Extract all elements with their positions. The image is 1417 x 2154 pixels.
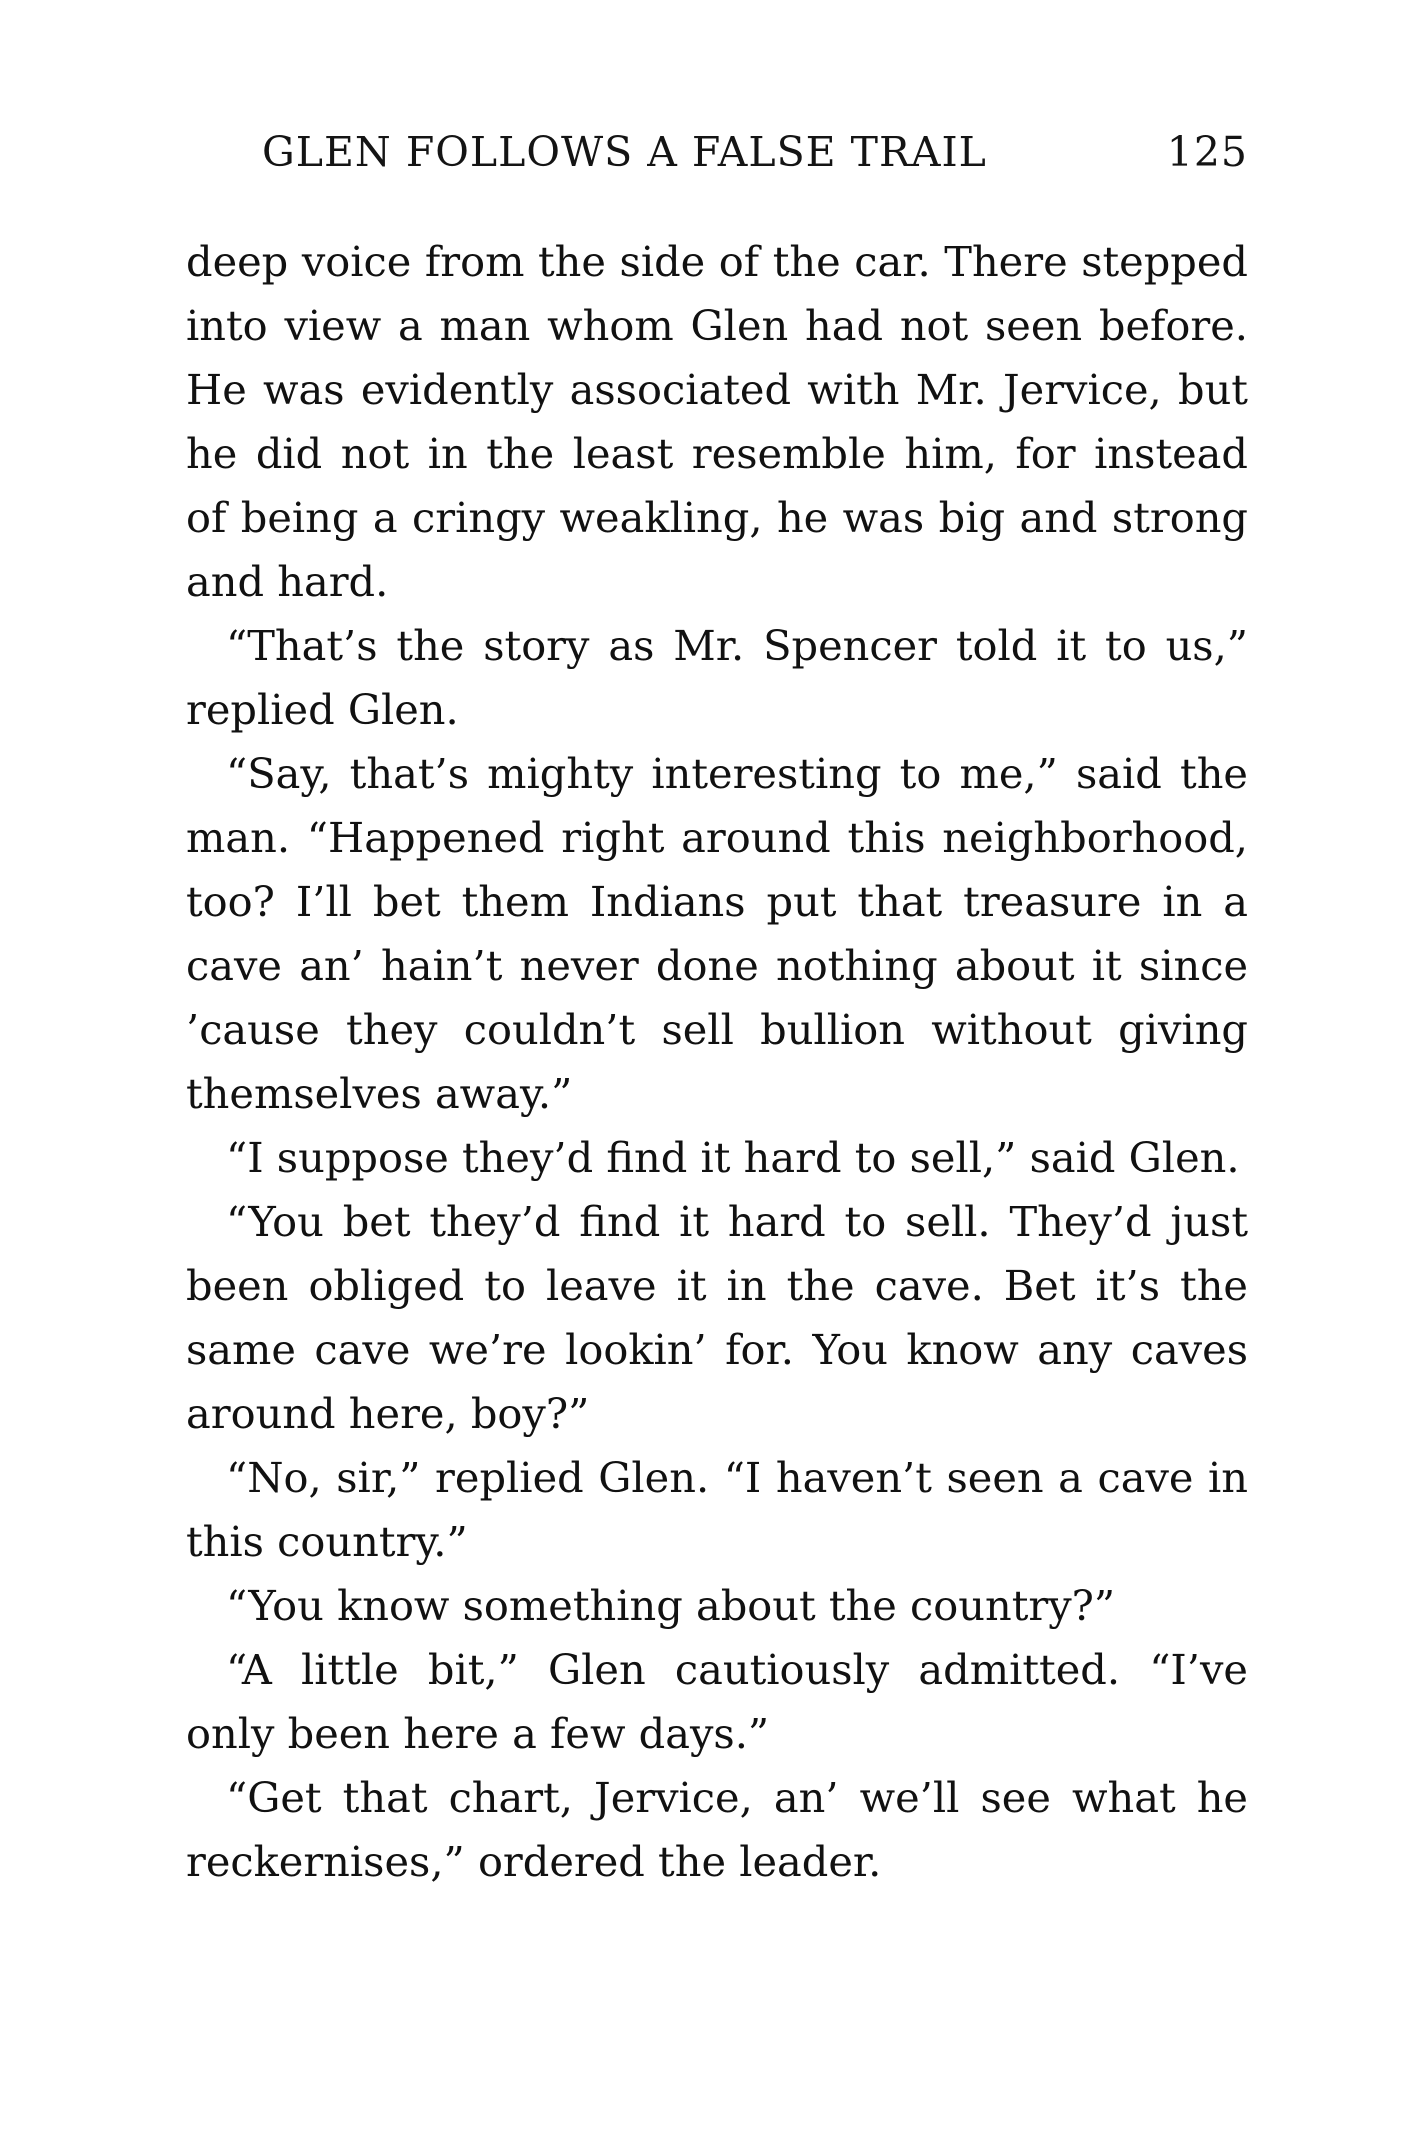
paragraph: “Get that chart, Jervice, an’ we’ll see what he reckernises,” ordered the leader. xyxy=(186,1773,1248,1886)
paragraph: “I suppose they’d find it hard to sell,” said Glen. xyxy=(226,1133,1240,1182)
body-text xyxy=(186,230,1248,1894)
paragraph: “Say, that’s mighty interesting to me,” said the man. “Happened right around this neighborhood, too? I’ll bet them Indians put that treasure in a cave an’ hain’t never done nothing about it since ’cause they couldn’t sell bullion without giving themselves away.” xyxy=(186,749,1248,1118)
page-number: 125 xyxy=(1166,128,1248,176)
paragraph: “A little bit,” Glen cautiously admitted. “I’ve only been here a few days.” xyxy=(186,1645,1248,1758)
running-title: GLEN FOLLOWS A FALSE TRAIL xyxy=(262,128,987,176)
paragraph: “You bet they’d find it hard to sell. They’d just been obliged to leave it in the cave. Bet it’s the same cave we’re lookin’ for. You know any caves around here, boy?” xyxy=(186,1197,1248,1438)
paragraph: “You know something about the country?” xyxy=(226,1581,1116,1630)
paragraph: deep voice from the side of the car. There stepped into view a man whom Glen had not seen before. He was evidently associated with Mr. Jervice, but he did not in the least resemble him, for instead of being a cringy weakling, he was big and strong and hard. xyxy=(186,237,1248,606)
paragraph: “No, sir,” replied Glen. “I haven’t seen a cave in this country.” xyxy=(186,1453,1248,1566)
page-header xyxy=(262,128,1248,188)
paragraph: “That’s the story as Mr. Spencer told it to us,” replied Glen. xyxy=(186,621,1248,734)
